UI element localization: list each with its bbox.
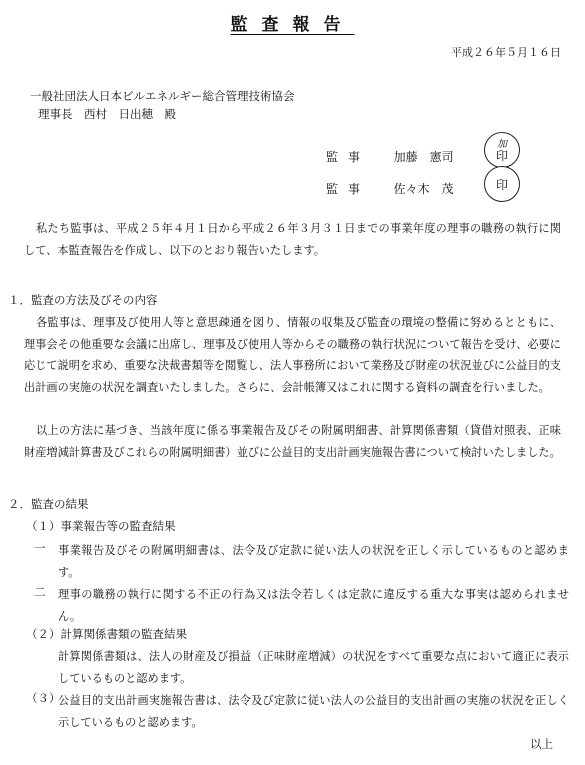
document-title: 監査報告 bbox=[230, 15, 355, 35]
result-1-heading: （１）事業報告等の監査結果 bbox=[26, 519, 176, 533]
recipient-organization: 一般社団法人日本ビルエネルギー総合管理技術協会 bbox=[30, 89, 295, 103]
auditor-2-seal-text: 印 bbox=[495, 177, 508, 192]
section-2-heading: ２．監査の結果 bbox=[8, 497, 89, 511]
result-1-item-2: 理事の職務の執行に関する不正の行為又は法令若しくは定款に違反する重大な事実は認められません。 bbox=[58, 588, 569, 623]
section-1-paragraph-1: 各監事は、理事及び使用人等と意思疎通を図り、情報の収集及び監査の環境の整備に努めるとともに、理事会その他重要な会議に出席し、理事及び使用人等からその職務の執行状況について報告を受け、必要に応じて説明を求め、重要な決裁書類等を閲覧し、法人事務所において業務及び財産の状況並びに公益目的支出計画の実施の状況を調査いたしました。さらに、会計帳簿又はこれに関する資料の調査を行いました。 bbox=[24, 316, 561, 394]
recipient-representative: 理事長 西村 日出穂 殿 bbox=[38, 107, 176, 121]
auditor-1-seal-text: 印 bbox=[495, 148, 508, 163]
auditor-2-name: 佐々木 茂 bbox=[393, 182, 454, 196]
report-date: 平成２６年５月１６日 bbox=[451, 46, 561, 59]
result-2-heading: （２）計算関係書類の監査結果 bbox=[26, 627, 187, 641]
result-2-text: 計算関係書類は、法人の財産及び損益（正味財産増減）の状況をすべて重要な点において適正に表示しているものと認めます。 bbox=[58, 650, 569, 685]
auditor-1-role: 監事 bbox=[326, 150, 371, 164]
auditor-1-seal bbox=[484, 132, 520, 168]
intro-paragraph: 私たち監事は、平成２５年４月１日から平成２６年３月３１日までの事業年度の理事の職務の執行に関して、本監査報告を作成し、以下のとおり報告いたします。 bbox=[24, 222, 561, 257]
result-3-heading: （３） bbox=[26, 691, 61, 705]
section-1-paragraph-2: 以上の方法に基づき、当該年度に係る事業報告及びその附属明細書、計算関係書類（貸借対照表、正味財産増減計算書及びこれらの附属明細書）並びに公益目的支出計画実施報告書について検討いたしました。 bbox=[24, 424, 561, 459]
result-1-item-1-mark: 一 bbox=[34, 541, 46, 555]
result-1-item-2-mark: 二 bbox=[34, 585, 46, 599]
closing-text: 以上 bbox=[530, 737, 553, 751]
auditor-1-signature bbox=[326, 148, 454, 165]
auditor-2-signature bbox=[326, 180, 454, 197]
result-1-item-1: 事業報告及びその附属明細書は、法令及び定款に従い法人の状況を正しく示しているものと認めます。 bbox=[58, 544, 569, 579]
auditor-1-name: 加藤 憲司 bbox=[393, 150, 454, 164]
auditor-1-seal-name: 加 bbox=[497, 139, 507, 150]
section-1-heading: １．監査の方法及びその内容 bbox=[8, 293, 158, 307]
auditor-2-role: 監事 bbox=[326, 182, 371, 196]
result-3-text: 公益目的支出計画実施報告書は、法令及び定款に従い法人の公益目的支出計画の実施の状況を正しく示しているものと認めます。 bbox=[58, 694, 569, 729]
auditor-2-seal bbox=[484, 166, 520, 202]
